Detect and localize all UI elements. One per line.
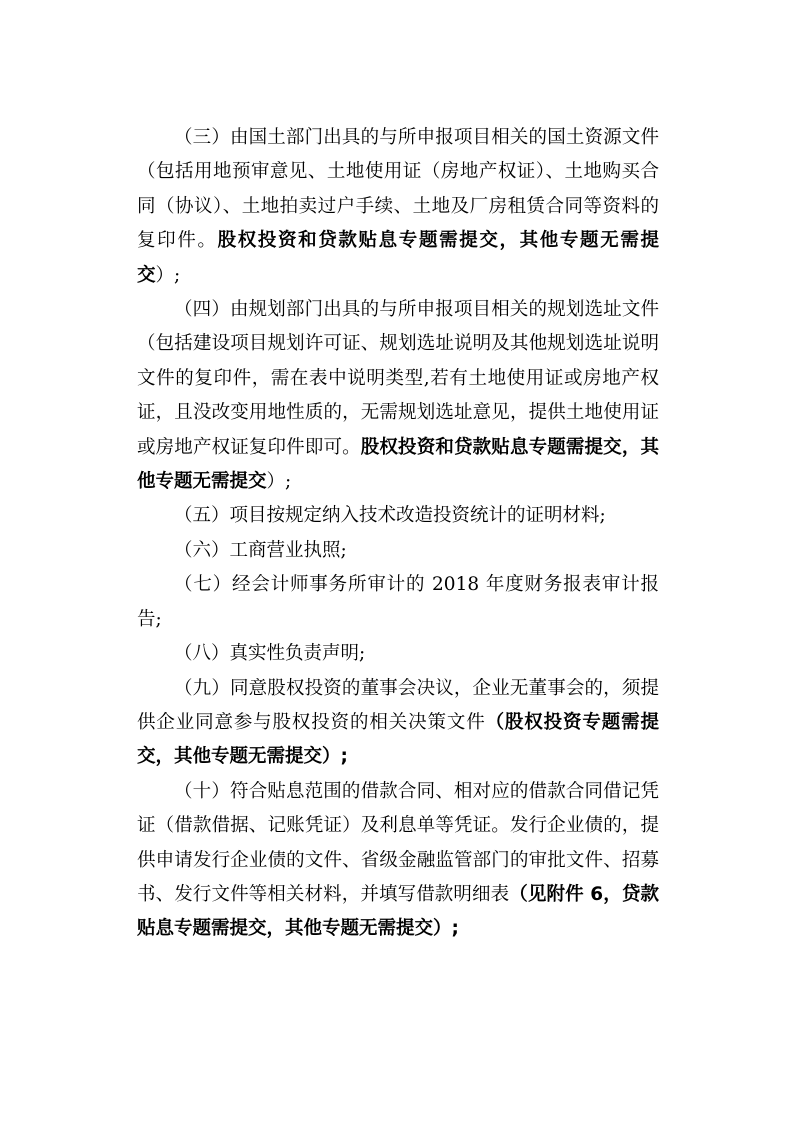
paragraph-bold-note: （见附件 6，贷款贴息专题需提交，其他专题无需提交）; xyxy=(137,883,659,940)
document-body xyxy=(137,121,659,947)
paragraph-item-8 xyxy=(137,637,659,671)
paragraph-text: （七）经会计师事务所审计的 2018 年度财务报表审计报告; xyxy=(137,574,659,630)
paragraph-tail: ）; xyxy=(266,471,292,493)
paragraph-bold-note: 股权投资和贷款贴息专题需提交，其他专题无需提交 xyxy=(137,230,659,286)
paragraph-text: （六）工商营业执照; xyxy=(174,539,347,561)
paragraph-bold-note: 股权投资和贷款贴息专题需提交，其他专题无需提交 xyxy=(137,436,659,493)
paragraph-text: （四）由规划部门出具的与所申报项目相关的规划选址文件（包括建设项目规划许可证、规划选址说明及其他规划选址说明文件的复印件，需在表中说明类型,若有土地使用证或房地产权证，且没改变用地性质的，无需规划选址意见，提供土地使用证或房地产权证复印件即可。 xyxy=(137,299,659,458)
paragraph-item-9 xyxy=(137,672,659,775)
paragraph-item-6 xyxy=(137,534,659,568)
paragraph-text: （九）同意股权投资的董事会决议，企业无董事会的，须提供企业同意参与股权投资的相关决策文件 xyxy=(137,677,659,733)
paragraph-item-7 xyxy=(137,568,659,637)
paragraph-text: （八）真实性负责声明; xyxy=(174,643,366,665)
paragraph-item-10 xyxy=(137,775,659,947)
paragraph-text: （五）项目按规定纳入技术改造投资统计的证明材料; xyxy=(174,505,606,527)
paragraph-tail: ）; xyxy=(155,264,181,286)
paragraph-item-4 xyxy=(137,293,659,499)
paragraph-text: （三）由国土部门出具的与所申报项目相关的国土资源文件（包括用地预审意见、土地使用证（房地产权证）、土地购买合同（协议）、土地拍卖过户手续、土地及厂房租赁合同等资料的复印件。 xyxy=(137,127,659,252)
paragraph-item-3 xyxy=(137,121,659,293)
paragraph-bold-note: （股权投资专题需提交，其他专题无需提交）; xyxy=(137,711,659,768)
paragraph-text: （十）符合贴息范围的借款合同、相对应的借款合同借记凭证（借款借据、记账凭证）及利息单等凭证。发行企业债的，提供申请发行企业债的文件、省级金融监管部门的审批文件、招募书、发行文件等相关材料，并填写借款明细表 xyxy=(137,780,659,905)
paragraph-item-5 xyxy=(137,499,659,533)
